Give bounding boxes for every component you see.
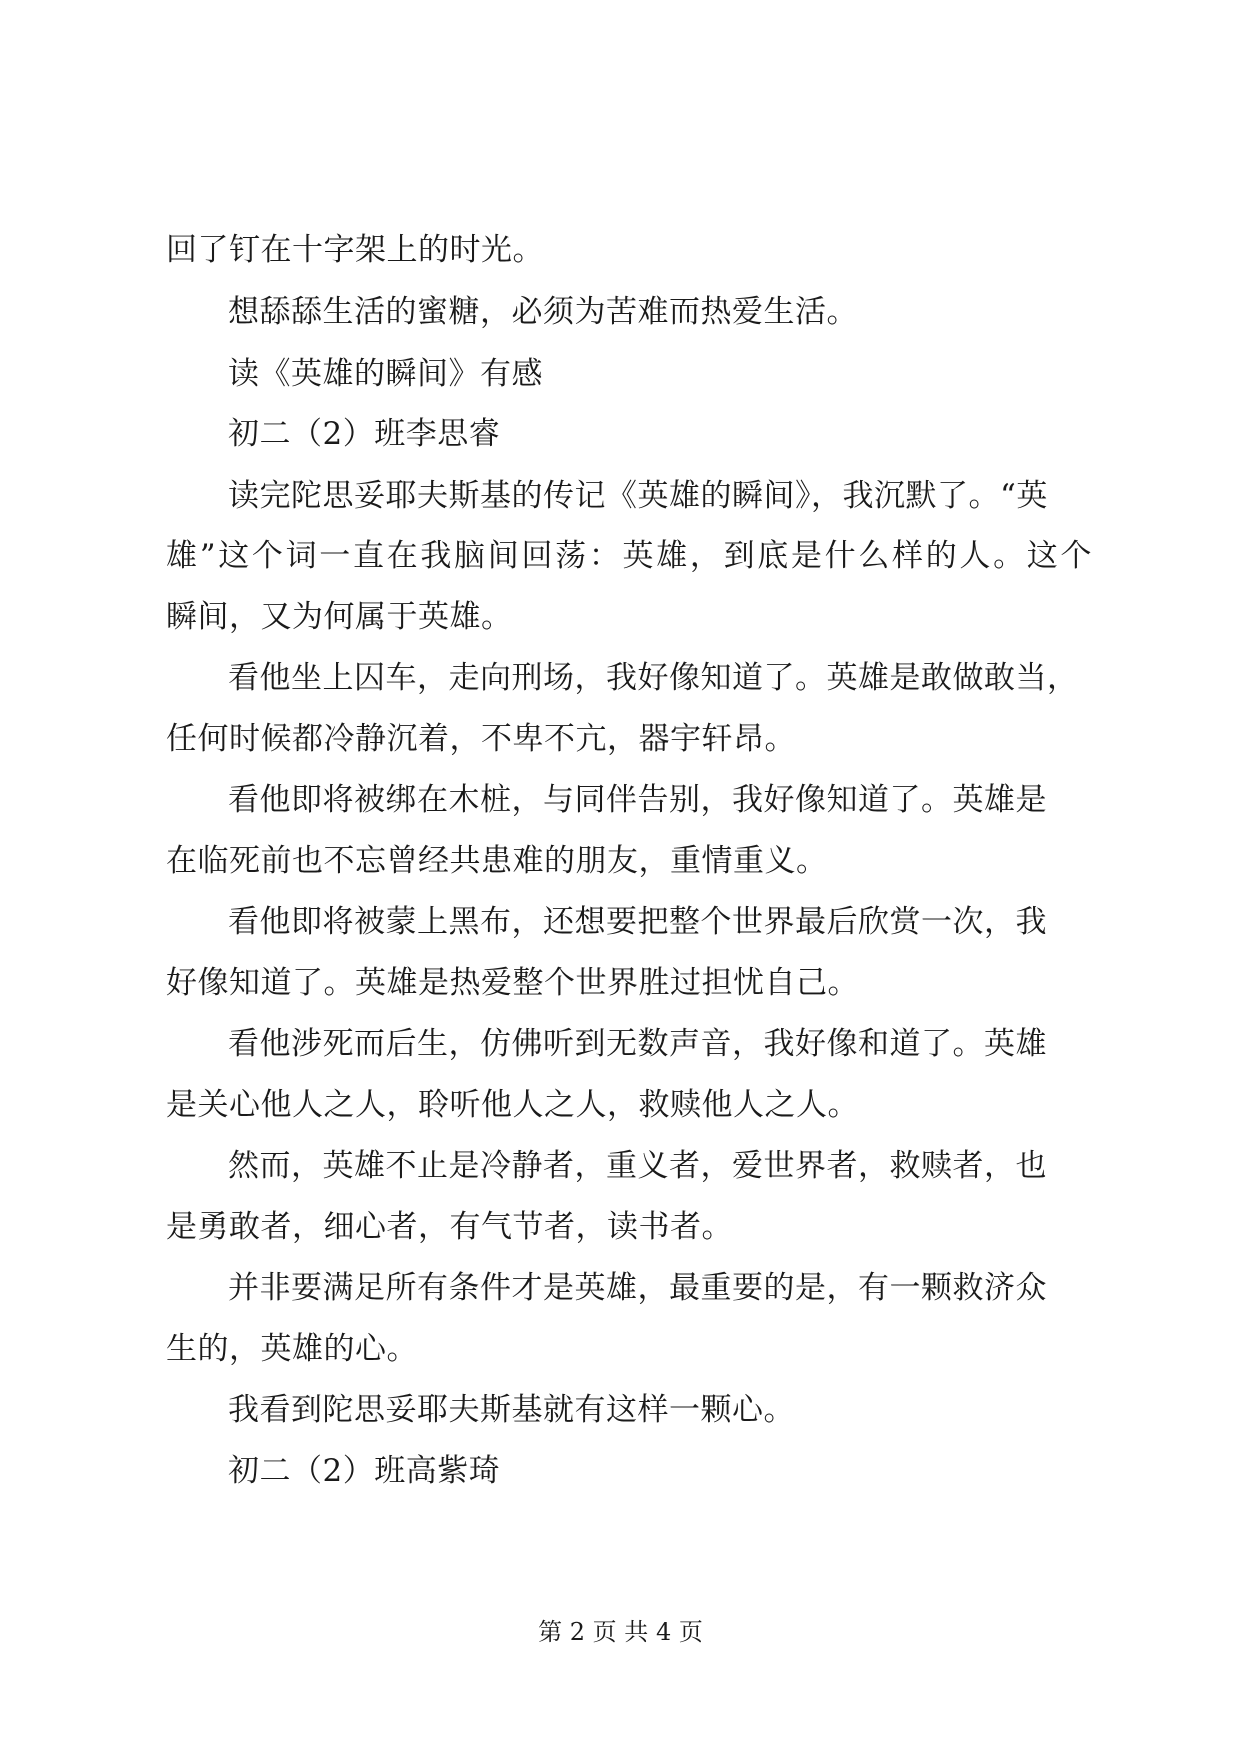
paragraph-line: 并非要满足所有条件才是英雄，最重要的是，有一颗救济众 (228, 1270, 1047, 1306)
page-number-footer: 第 2 页 共 4 页 (538, 1618, 703, 1646)
paragraph-line: 是勇敢者，细心者，有气节者，读书者。 (166, 1209, 733, 1245)
paragraph-line: 生的，英雄的心。 (166, 1331, 418, 1367)
paragraph-line: 看他即将被蒙上黑布，还想要把整个世界最后欣赏一次，我 (228, 904, 1047, 940)
paragraph-line: 然而，英雄不止是冷静者，重义者，爱世界者，救赎者，也 (228, 1148, 1047, 1184)
text-line: 想舔舔生活的蜜糖，必须为苦难而热爱生活。 (228, 294, 858, 330)
paragraph-line: 任何时候都冷静沉着，不卑不亢，器宇轩昂。 (166, 721, 796, 757)
section-title: 读《英雄的瞬间》有感 (228, 356, 543, 392)
paragraph-line: 好像知道了。英雄是热爱整个世界胜过担忧自己。 (166, 965, 859, 1001)
paragraph-line: 在临死前也不忘曾经共患难的朋友，重情重义。 (166, 843, 828, 879)
paragraph-line: 是关心他人之人，聆听他人之人，救赎他人之人。 (166, 1087, 859, 1123)
paragraph-line: 看他坐上囚车，走向刑场，我好像知道了。英雄是敢做敢当， (228, 660, 1079, 696)
paragraph-line: 我看到陀思妥耶夫斯基就有这样一颗心。 (228, 1392, 795, 1428)
text-line: 回了钉在十字架上的时光。 (166, 232, 544, 268)
author-line: 初二（2）班李思睿 (228, 416, 501, 452)
paragraph-line: 瞬间，又为何属于英雄。 (166, 599, 513, 635)
author-line: 初二（2）班高紫琦 (228, 1453, 501, 1489)
paragraph-line: 看他涉死而后生，仿佛听到无数声音，我好像和道了。英雄 (228, 1026, 1047, 1062)
paragraph-line: 雄”这个词一直在我脑间回荡：英雄，到底是什么样的人。这个 (166, 538, 1092, 574)
paragraph-line: 看他即将被绑在木桩，与同伴告别，我好像知道了。英雄是 (228, 782, 1047, 818)
paragraph-line: 读完陀思妥耶夫斯基的传记《英雄的瞬间》，我沉默了。“英 (228, 478, 1048, 514)
